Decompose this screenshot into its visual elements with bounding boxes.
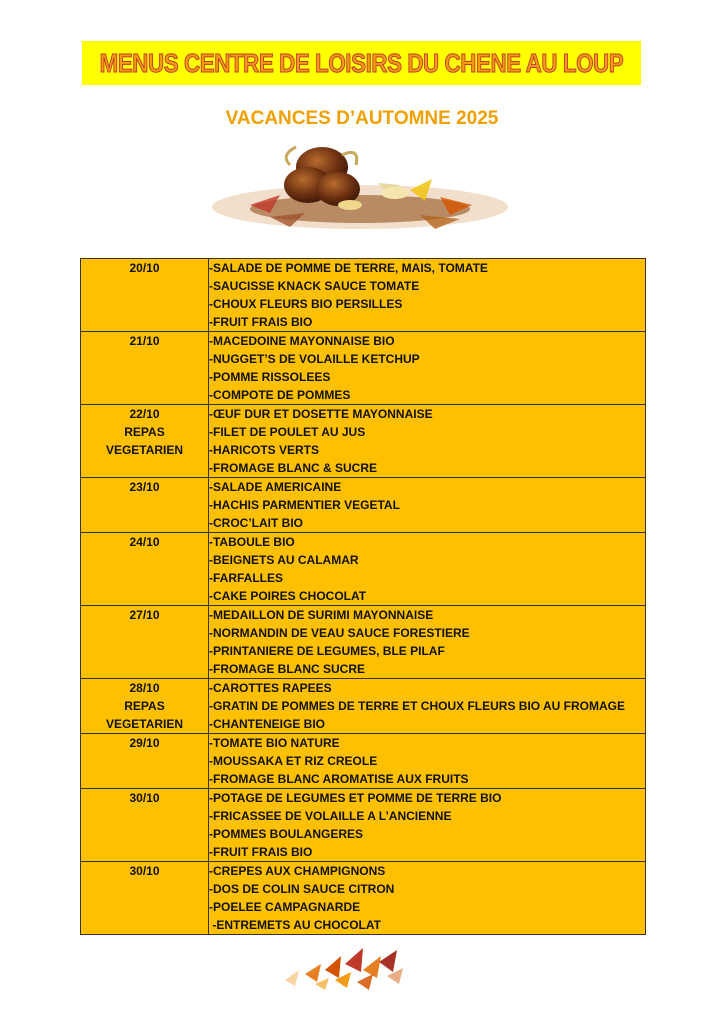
menu-dish: -FILET DE POULET AU JUS (209, 425, 366, 439)
menu-row (81, 533, 646, 606)
menu-dish: -MACEDOINE MAYONNAISE BIO (209, 334, 395, 348)
menu-row (81, 606, 646, 679)
menu-day-label: REPAS VEGETARIEN (105, 425, 184, 457)
menu-dish: -CAKE POIRES CHOCOLAT (209, 589, 367, 603)
menu-dish: -CAROTTES RAPEES (209, 681, 332, 695)
menu-date: 30/10 (129, 864, 160, 878)
menu-dish: -FRUIT FRAIS BIO (209, 315, 313, 329)
menu-row (81, 789, 646, 862)
page-subtitle: VACANCES D’AUTOMNE 2025 (225, 108, 499, 129)
menu-date: 20/10 (129, 261, 160, 275)
menu-dish: -ENTREMETS AU CHOCOLAT (209, 918, 381, 932)
menu-row (81, 405, 646, 478)
menu-dish: -FRUIT FRAIS BIO (209, 845, 313, 859)
menu-date: 24/10 (129, 535, 160, 549)
menu-date: 22/10 (129, 407, 160, 421)
chestnuts-autumn-leaves-illustration (210, 135, 515, 245)
menu-row (81, 679, 646, 734)
menu-dishes-cell (209, 862, 646, 935)
menu-dish: -SALADE AMERICAINE (209, 480, 342, 494)
menu-dishes-cell (209, 533, 646, 606)
menu-dish: -TABOULE BIO (209, 535, 295, 549)
menu-day-cell (81, 679, 209, 734)
menu-day-cell (81, 789, 209, 862)
menu-dish: -CHOUX FLEURS BIO PERSILLES (209, 297, 403, 311)
page-title: MENUS CENTRE DE LOISIRS DU CHENE AU LOUP (99, 47, 624, 78)
menu-dish: -COMPOTE DE POMMES (209, 388, 351, 402)
menu-dish: -TOMATE BIO NATURE (209, 736, 340, 750)
menu-dish: -POTAGE DE LEGUMES ET POMME DE TERRE BIO (209, 791, 502, 805)
menu-dishes-cell (209, 679, 646, 734)
menu-dish: -FROMAGE BLANC & SUCRE (209, 461, 377, 475)
menu-dish: -CHANTENEIGE BIO (209, 717, 326, 731)
menu-date: 28/10 (129, 681, 160, 695)
menu-dish: -FARFALLES (209, 571, 283, 585)
menu-dish: -POMME RISSOLEES (209, 370, 331, 384)
menu-date: 23/10 (129, 480, 160, 494)
menu-dish: -FRICASSEE DE VOLAILLE A L’ANCIENNE (209, 809, 452, 823)
menu-dishes-cell (209, 332, 646, 405)
menu-dish: -POMMES BOULANGERES (209, 827, 364, 841)
menu-dish: -NUGGET’S DE VOLAILLE KETCHUP (209, 352, 420, 366)
menu-dishes-cell (209, 405, 646, 478)
menu-dish: -HACHIS PARMENTIER VEGETAL (209, 498, 400, 512)
menu-row (81, 862, 646, 935)
menu-table (80, 258, 646, 935)
menu-day-cell (81, 332, 209, 405)
menu-row (81, 332, 646, 405)
menu-dishes-cell (209, 259, 646, 332)
menu-dish: -CROC’LAIT BIO (209, 516, 303, 530)
autumn-leaves-illustration (275, 940, 415, 992)
menu-day-cell (81, 606, 209, 679)
menu-row (81, 478, 646, 533)
menu-day-cell (81, 405, 209, 478)
menu-dish: -POELEE CAMPAGNARDE (209, 900, 361, 914)
menu-day-label: REPAS VEGETARIEN (105, 699, 184, 731)
menu-dish: -FROMAGE BLANC SUCRE (209, 662, 365, 676)
menu-dish: -SAUCISSE KNACK SAUCE TOMATE (209, 279, 420, 293)
menu-dish: -CREPES AUX CHAMPIGNONS (209, 864, 386, 878)
menu-row (81, 259, 646, 332)
menu-day-cell (81, 862, 209, 935)
menu-day-cell (81, 533, 209, 606)
menu-dishes-cell (209, 606, 646, 679)
menu-dish: -NORMANDIN DE VEAU SAUCE FORESTIERE (209, 626, 470, 640)
menu-dish: -MOUSSAKA ET RIZ CREOLE (209, 754, 378, 768)
menu-dish: -MEDAILLON DE SURIMI MAYONNAISE (209, 608, 434, 622)
menu-date: 27/10 (129, 608, 160, 622)
menu-dish: -GRATIN DE POMMES DE TERRE ET CHOUX FLEURS BIO AU FROMAGE (209, 699, 626, 713)
menu-dish: -ŒUF DUR ET DOSETTE MAYONNAISE (209, 407, 433, 421)
menu-day-cell (81, 734, 209, 789)
menu-dishes-cell (209, 478, 646, 533)
menu-dish: -BEIGNETS AU CALAMAR (209, 553, 359, 567)
menu-date: 29/10 (129, 736, 160, 750)
menu-dish: -HARICOTS VERTS (209, 443, 320, 457)
menu-dish: -PRINTANIERE DE LEGUMES, BLE PILAF (209, 644, 445, 658)
menu-day-cell (81, 478, 209, 533)
menu-dish: -DOS DE COLIN SAUCE CITRON (209, 882, 395, 896)
menu-dish: -SALADE DE POMME DE TERRE, MAIS, TOMATE (209, 261, 488, 275)
title-banner (82, 41, 641, 85)
menu-dishes-cell (209, 734, 646, 789)
menu-day-cell (81, 259, 209, 332)
menu-dish: -FROMAGE BLANC AROMATISE AUX FRUITS (209, 772, 469, 786)
menu-row (81, 734, 646, 789)
menu-date: 21/10 (129, 334, 160, 348)
menu-dishes-cell (209, 789, 646, 862)
menu-date: 30/10 (129, 791, 160, 805)
